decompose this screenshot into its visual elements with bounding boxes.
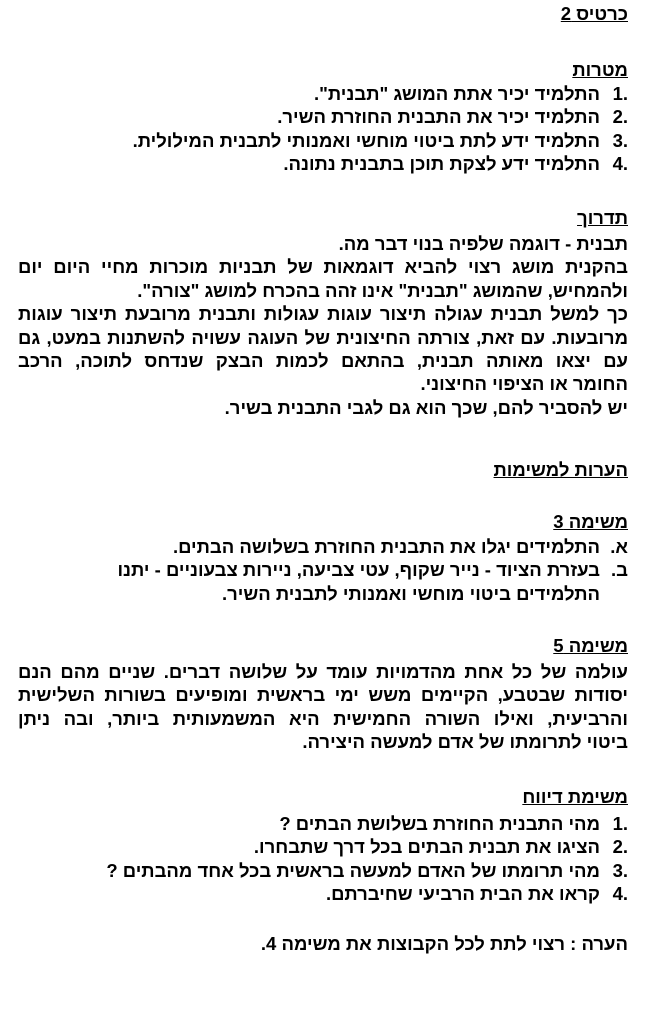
briefing-line: מרובעות. עם זאת, צורתה החיצונית של העוגה עשויה להשתנות במעט, גם — [18, 326, 628, 348]
report-text: מהי התבנית החוזרת בשלושת הבתים ? — [279, 813, 600, 834]
goal-item — [18, 129, 628, 152]
briefing-line: תבנית - דוגמה שלפיה בנוי דבר מה. — [338, 233, 628, 254]
report-text: קראו את הבית הרביעי שחיברתם. — [325, 883, 600, 905]
briefing-line: ולהמחיש, שהמושג "תבנית" אינו זהה בהכרח למושג "צורה". — [137, 279, 628, 301]
briefing-line: יש להסביר להם, שכך הוא גם לגבי התבנית בשיר. — [224, 396, 628, 418]
task5-line: עולמה של כל אחת מהדמויות עומד על שלושה דברים. שניים מהם הנם — [18, 661, 628, 682]
goal-text: התלמיד ידע לצקת תוכן בתבנית נתונה. — [283, 153, 600, 175]
goal-item — [18, 82, 628, 105]
report-text: מהי תרומתו של האדם למעשה בראשית בכל אחד מהבתים ? — [106, 859, 600, 881]
task3-list — [18, 535, 628, 605]
task3-item — [18, 558, 628, 581]
goals-heading: מטרות — [572, 59, 628, 80]
task5-heading: משימה 5 — [553, 635, 628, 656]
goal-number: .2 — [612, 106, 628, 128]
task5-line: והרביעית, ואילו השורה החמישית היא המשמעותית ביותר, ובה ניתן — [18, 707, 628, 729]
briefing-heading: תדרוך — [577, 207, 628, 228]
notes-heading: הערות למשימות — [493, 459, 628, 480]
briefing-line: החומר או הציפוי החיצוני. — [420, 373, 628, 395]
report-item — [18, 882, 628, 905]
report-item — [18, 859, 628, 882]
task3-text: התלמידים יגלו את התבנית החוזרת בשלושה הבתים. — [172, 536, 600, 557]
note-line: הערה : רצוי לתת לכל הקבוצות את משימה 4. — [260, 933, 628, 954]
card-title: כרטיס 2 — [560, 3, 628, 24]
goal-number: .1 — [612, 83, 628, 104]
report-text: הציגו את תבנית הבתים בכל דרך שתבחרו. — [253, 836, 600, 858]
report-number: .1 — [612, 813, 628, 834]
task3-label: ב. — [611, 559, 628, 581]
goals-list — [18, 82, 628, 176]
briefing-line: עם יצאו מאותה תבנית, בהתאם לכמות הבצק שנדחס לתוכה, הרכב — [18, 349, 628, 371]
report-number: .3 — [612, 859, 628, 881]
goal-item — [18, 105, 628, 128]
task3-heading: משימה 3 — [553, 511, 628, 532]
task3-text: בעזרת הציוד - נייר שקוף, עטי צביעה, ניירות צבעוניים - יתנו — [117, 559, 600, 581]
task3-label: א. — [610, 536, 628, 557]
goal-number: .4 — [612, 153, 628, 175]
task3-text-continued: התלמידים ביטוי מוחשי ואמנותי לתבנית השיר. — [221, 582, 600, 604]
task5-body — [18, 660, 628, 754]
report-number: .4 — [612, 883, 628, 905]
goal-text: התלמיד יכיר אתת המושג "תבנית". — [313, 83, 600, 104]
task3-item — [18, 535, 628, 558]
briefing-body — [18, 232, 628, 419]
report-item — [18, 835, 628, 858]
report-number: .2 — [612, 836, 628, 858]
goal-text: התלמיד ידע לתת ביטוי מוחשי ואמנותי לתבנית המילולית. — [132, 129, 600, 151]
goal-text: התלמיד יכיר את התבנית החוזרת השיר. — [277, 106, 600, 128]
report-heading: משימת דיווח — [522, 786, 628, 807]
report-item — [18, 812, 628, 835]
task5-line: ביטוי לתרומתו של אדם למעשה היצירה. — [302, 731, 628, 753]
task5-line: יסודות שבטבע, הקיימים משש ימי בראשית ומופיעים בשורות השלישית — [18, 684, 628, 706]
briefing-line: בהקנית מושג רצוי להביא דוגמאות של תבניות מוכרות מחיי היום יום — [18, 256, 628, 278]
report-list — [18, 812, 628, 906]
briefing-line: כך למשל תבנית עגולה תיצור עוגות עגולות ותבנית מרובעת תיצור עוגות — [18, 303, 628, 325]
goal-number: .3 — [612, 129, 628, 151]
goal-item — [18, 152, 628, 175]
